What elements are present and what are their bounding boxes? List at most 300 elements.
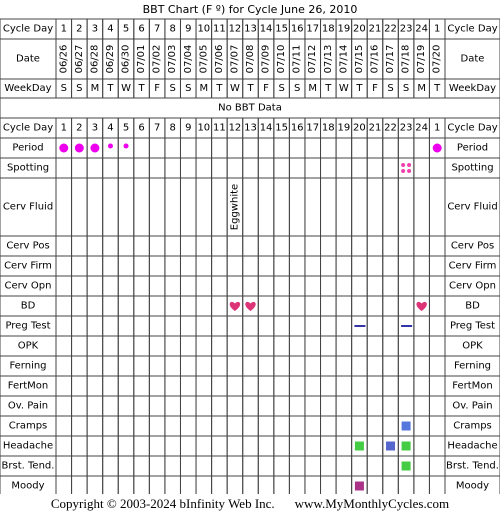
cycle-day-row-value: 24 bbox=[415, 23, 429, 35]
headache-cell bbox=[180, 436, 196, 456]
ov-pain-cell bbox=[429, 396, 445, 416]
period-cell bbox=[336, 138, 352, 158]
cycle-day-row-value: 1 bbox=[434, 23, 441, 35]
bd-cell bbox=[367, 296, 383, 316]
preg-test-cell bbox=[212, 316, 228, 336]
cerv-pos-cell bbox=[414, 236, 430, 256]
period-cell bbox=[398, 138, 414, 158]
bd-cell bbox=[149, 296, 165, 316]
opk-cell bbox=[103, 336, 119, 356]
bd-cell bbox=[321, 296, 337, 316]
brst-tend-cell bbox=[56, 456, 72, 476]
date-row-value: 07/13 bbox=[322, 44, 334, 74]
ov-pain-cell bbox=[367, 396, 383, 416]
fertmon-cell bbox=[383, 376, 399, 396]
cerv-fluid-cell bbox=[87, 178, 103, 236]
ferning-cell bbox=[289, 356, 305, 376]
opk-cell bbox=[196, 336, 212, 356]
ferning-cell bbox=[414, 356, 430, 376]
ferning-cell bbox=[103, 356, 119, 376]
bd-cell bbox=[118, 296, 134, 316]
ov-pain-cell bbox=[165, 396, 181, 416]
fertmon-cell bbox=[289, 376, 305, 396]
spotting-cell bbox=[149, 158, 165, 178]
cramps-cell bbox=[180, 416, 196, 436]
cerv-opn-cell bbox=[103, 276, 119, 296]
cerv-pos-cell bbox=[336, 236, 352, 256]
weekday-row-value: T bbox=[325, 83, 332, 94]
bd-heart bbox=[245, 302, 255, 311]
date-row-value: 07/19 bbox=[416, 44, 428, 74]
date-row-value: 07/03 bbox=[167, 44, 179, 74]
brst-tend-cell bbox=[258, 456, 274, 476]
moody-cell bbox=[336, 476, 352, 494]
fertmon-cell bbox=[87, 376, 103, 396]
headache-square bbox=[355, 442, 364, 451]
period-dot-large bbox=[59, 144, 68, 153]
ferning-cell bbox=[274, 356, 290, 376]
ferning-cell bbox=[305, 356, 321, 376]
cycle-day-row-2-value: 2 bbox=[76, 122, 83, 134]
period-cell bbox=[352, 138, 368, 158]
cycle-day-row-2-value: 16 bbox=[290, 122, 304, 134]
cerv-fluid-cell bbox=[118, 178, 134, 236]
opk-cell bbox=[118, 336, 134, 356]
opk-cell bbox=[149, 336, 165, 356]
preg-test-cell bbox=[227, 316, 243, 336]
cerv-fluid-cell bbox=[103, 178, 119, 236]
weekday-row-value: T bbox=[356, 83, 363, 94]
ferning-cell bbox=[165, 356, 181, 376]
headache-cell bbox=[289, 436, 305, 456]
cerv-firm-cell bbox=[243, 256, 259, 276]
preg-test-cell bbox=[149, 316, 165, 336]
cerv-fluid-cell bbox=[398, 178, 414, 236]
period-cell bbox=[383, 138, 399, 158]
period-cell bbox=[180, 138, 196, 158]
ov-pain-cell bbox=[196, 396, 212, 416]
date-row-value: 07/01 bbox=[136, 44, 148, 74]
cerv-opn-cell bbox=[383, 276, 399, 296]
cramps-cell bbox=[305, 416, 321, 436]
cerv-pos-cell bbox=[429, 236, 445, 256]
cerv-firm-cell bbox=[336, 256, 352, 276]
cramps-cell bbox=[72, 416, 88, 436]
cerv-firm-cell bbox=[56, 256, 72, 276]
cerv-firm-cell bbox=[118, 256, 134, 276]
cerv-firm-cell bbox=[149, 256, 165, 276]
brst-tend-cell bbox=[274, 456, 290, 476]
cerv-firm-cell bbox=[212, 256, 228, 276]
preg-test-cell bbox=[87, 316, 103, 336]
cycle-day-row-2-value: 1 bbox=[434, 122, 441, 134]
opk-cell bbox=[414, 336, 430, 356]
ferning-row-label-right: Ferning bbox=[453, 360, 492, 372]
cerv-fluid-cell bbox=[321, 178, 337, 236]
cramps-cell bbox=[414, 416, 430, 436]
cerv-fluid-cell bbox=[165, 178, 181, 236]
ferning-cell bbox=[180, 356, 196, 376]
headache-cell bbox=[227, 436, 243, 456]
cycle-day-row-value: 22 bbox=[384, 23, 397, 35]
cycle-day-row-value: 11 bbox=[213, 23, 226, 35]
cerv-firm-cell bbox=[196, 256, 212, 276]
date-row-value: 07/06 bbox=[213, 44, 225, 74]
cycle-day-row-value: 5 bbox=[122, 23, 130, 35]
moody-cell bbox=[429, 476, 445, 494]
brst-tend-cell bbox=[367, 456, 383, 476]
ov-pain-cell bbox=[289, 396, 305, 416]
cerv-firm-cell bbox=[383, 256, 399, 276]
cycle-day-row-value: 7 bbox=[153, 23, 161, 35]
weekday-row-value: W bbox=[338, 83, 349, 94]
brst-tend-cell bbox=[321, 456, 337, 476]
cerv-fluid-cell bbox=[274, 178, 290, 236]
date-row-value: 07/14 bbox=[338, 44, 350, 74]
cramps-square bbox=[402, 422, 411, 431]
spotting-cell bbox=[367, 158, 383, 178]
preg-test-cell bbox=[103, 316, 119, 336]
cerv-fluid-eggwhite-text: Eggwhite bbox=[229, 183, 241, 231]
cerv-opn-cell bbox=[72, 276, 88, 296]
brst-tend-cell bbox=[165, 456, 181, 476]
preg-test-cell bbox=[243, 316, 259, 336]
cerv-pos-row-label-right: Cerv Pos bbox=[450, 240, 495, 252]
moody-cell bbox=[196, 476, 212, 494]
cerv-pos-cell bbox=[352, 236, 368, 256]
date-row-value: 07/09 bbox=[260, 44, 272, 74]
cycle-day-row-value: 14 bbox=[259, 23, 273, 35]
cerv-fluid-row-label: Cerv Fluid bbox=[2, 201, 54, 213]
moody-cell bbox=[103, 476, 119, 494]
brst-tend-cell bbox=[305, 456, 321, 476]
bd-cell bbox=[87, 296, 103, 316]
cerv-fluid-cell bbox=[383, 178, 399, 236]
ferning-cell bbox=[336, 356, 352, 376]
cerv-pos-cell bbox=[149, 236, 165, 256]
cerv-pos-cell bbox=[72, 236, 88, 256]
fertmon-cell bbox=[196, 376, 212, 396]
moody-cell bbox=[367, 476, 383, 494]
spotting-cell bbox=[305, 158, 321, 178]
cerv-firm-cell bbox=[72, 256, 88, 276]
ov-pain-cell bbox=[149, 396, 165, 416]
cerv-firm-cell bbox=[398, 256, 414, 276]
preg-test-row-label: Preg Test bbox=[5, 320, 51, 332]
cramps-cell bbox=[367, 416, 383, 436]
cycle-day-row-value: 21 bbox=[368, 23, 382, 35]
cramps-row-label-right: Cramps bbox=[453, 420, 492, 432]
ov-pain-cell bbox=[212, 396, 228, 416]
cerv-pos-cell bbox=[243, 236, 259, 256]
cycle-day-row-2-value: 10 bbox=[197, 122, 211, 134]
cycle-day-row-value: 4 bbox=[107, 23, 114, 35]
weekday-row-value: T bbox=[247, 83, 254, 94]
ferning-cell bbox=[118, 356, 134, 376]
ferning-cell bbox=[383, 356, 399, 376]
cerv-opn-cell bbox=[212, 276, 228, 296]
brst-tend-cell bbox=[180, 456, 196, 476]
headache-cell bbox=[87, 436, 103, 456]
cerv-fluid-row-label-right: Cerv Fluid bbox=[447, 201, 498, 213]
brst-tend-cell bbox=[414, 456, 430, 476]
cerv-pos-cell bbox=[398, 236, 414, 256]
date-row-value: 07/17 bbox=[385, 44, 397, 74]
weekday-row-value: W bbox=[229, 83, 240, 94]
moody-row-label-right: Moody bbox=[455, 480, 490, 492]
preg-test-cell bbox=[383, 316, 399, 336]
brst-tend-cell bbox=[72, 456, 88, 476]
cerv-fluid-cell bbox=[134, 178, 150, 236]
cerv-opn-cell bbox=[243, 276, 259, 296]
cycle-day-row-2-value: 21 bbox=[368, 122, 382, 134]
date-row-value: 06/29 bbox=[104, 44, 116, 74]
cycle-day-row-value: 13 bbox=[244, 23, 257, 35]
weekday-row-label: WeekDay bbox=[4, 83, 52, 94]
period-dot-small bbox=[108, 144, 113, 149]
cerv-firm-cell bbox=[429, 256, 445, 276]
ferning-cell bbox=[72, 356, 88, 376]
date-row-value: 07/08 bbox=[245, 44, 256, 74]
date-row-value: 07/16 bbox=[369, 44, 381, 74]
cerv-firm-cell bbox=[414, 256, 430, 276]
cerv-firm-cell bbox=[352, 256, 368, 276]
brst-tend-cell bbox=[103, 456, 119, 476]
ov-pain-cell bbox=[414, 396, 430, 416]
period-cell bbox=[227, 138, 243, 158]
cramps-cell bbox=[243, 416, 259, 436]
fertmon-cell bbox=[103, 376, 119, 396]
spotting-spot bbox=[407, 169, 411, 173]
moody-cell bbox=[118, 476, 134, 494]
cycle-day-row-value: 6 bbox=[138, 23, 145, 35]
headache-cell bbox=[118, 436, 134, 456]
cerv-fluid-cell bbox=[352, 178, 368, 236]
brst-tend-cell bbox=[336, 456, 352, 476]
cramps-cell bbox=[289, 416, 305, 436]
cycle-day-row-2-value: 11 bbox=[213, 122, 226, 134]
headache-cell bbox=[196, 436, 212, 456]
brst-tend-cell bbox=[243, 456, 259, 476]
bd-cell bbox=[212, 296, 228, 316]
spotting-cell bbox=[72, 158, 88, 178]
opk-cell bbox=[336, 336, 352, 356]
brst-tend-cell bbox=[134, 456, 150, 476]
cramps-cell bbox=[429, 416, 445, 436]
fertmon-cell bbox=[56, 376, 72, 396]
weekday-row-value: F bbox=[263, 83, 269, 94]
cycle-day-row-2-value: 5 bbox=[122, 122, 130, 134]
opk-cell bbox=[258, 336, 274, 356]
moody-square bbox=[355, 482, 364, 491]
preg-test-cell bbox=[367, 316, 383, 336]
cramps-cell bbox=[274, 416, 290, 436]
ferning-cell bbox=[212, 356, 228, 376]
period-cell bbox=[289, 138, 305, 158]
weekday-row-value: W bbox=[121, 83, 131, 94]
cerv-fluid-cell bbox=[429, 178, 445, 236]
cycle-day-row-2-value: 8 bbox=[169, 122, 176, 134]
cycle-day-row-value: 1 bbox=[60, 23, 67, 35]
cerv-firm-cell bbox=[180, 256, 196, 276]
cycle-day-row-2-value: 22 bbox=[384, 122, 397, 134]
weekday-row-value: S bbox=[76, 83, 83, 94]
spotting-cell bbox=[118, 158, 134, 178]
headache-cell bbox=[274, 436, 290, 456]
brst-tend-cell bbox=[383, 456, 399, 476]
cerv-opn-cell bbox=[134, 276, 150, 296]
ferning-cell bbox=[227, 356, 243, 376]
period-row-label-right: Period bbox=[456, 142, 489, 154]
date-row-label: Date bbox=[16, 53, 40, 65]
cycle-day-row-2-value: 20 bbox=[353, 122, 366, 134]
moody-cell bbox=[258, 476, 274, 494]
spotting-cell bbox=[289, 158, 305, 178]
cerv-opn-row-label: Cerv Opn bbox=[4, 280, 52, 292]
bd-cell bbox=[429, 296, 445, 316]
cerv-pos-cell bbox=[103, 236, 119, 256]
cerv-opn-cell bbox=[180, 276, 196, 296]
cerv-firm-cell bbox=[227, 256, 243, 276]
headache-cell bbox=[165, 436, 181, 456]
fertmon-cell bbox=[352, 376, 368, 396]
cerv-fluid-cell bbox=[56, 178, 72, 236]
cycle-day-row-value: 17 bbox=[306, 23, 320, 35]
ferning-cell bbox=[429, 356, 445, 376]
cycle-day-row-2-value: 24 bbox=[415, 122, 429, 134]
period-cell bbox=[414, 138, 430, 158]
opk-cell bbox=[305, 336, 321, 356]
spotting-spot bbox=[407, 163, 411, 167]
cerv-pos-cell bbox=[227, 236, 243, 256]
period-cell bbox=[258, 138, 274, 158]
ov-pain-cell bbox=[87, 396, 103, 416]
weekday-row-value: S bbox=[185, 83, 192, 94]
headache-cell bbox=[56, 436, 72, 456]
moody-cell bbox=[72, 476, 88, 494]
cerv-firm-cell bbox=[367, 256, 383, 276]
opk-cell bbox=[383, 336, 399, 356]
cycle-day-row-2-value: 12 bbox=[228, 122, 242, 134]
moody-cell bbox=[212, 476, 228, 494]
period-cell bbox=[196, 138, 212, 158]
cerv-firm-cell bbox=[274, 256, 290, 276]
spotting-cell bbox=[56, 158, 72, 178]
fertmon-cell bbox=[274, 376, 290, 396]
date-row-value: 07/20 bbox=[431, 44, 443, 74]
cerv-opn-cell bbox=[274, 276, 290, 296]
date-row-value: 07/07 bbox=[229, 44, 241, 74]
cerv-opn-cell bbox=[56, 276, 72, 296]
period-dot-large bbox=[75, 144, 84, 153]
ferning-cell bbox=[243, 356, 259, 376]
fertmon-cell bbox=[321, 376, 337, 396]
cramps-cell bbox=[87, 416, 103, 436]
period-cell bbox=[165, 138, 181, 158]
brst-tend-cell bbox=[352, 456, 368, 476]
spotting-cell bbox=[336, 158, 352, 178]
ov-pain-cell bbox=[180, 396, 196, 416]
spotting-cell bbox=[103, 158, 119, 178]
cerv-opn-cell bbox=[149, 276, 165, 296]
cycle-day-row-2-value: 1 bbox=[60, 122, 67, 134]
ferning-cell bbox=[321, 356, 337, 376]
fertmon-cell bbox=[180, 376, 196, 396]
date-row-value: 07/18 bbox=[400, 44, 412, 74]
headache-cell bbox=[149, 436, 165, 456]
preg-test-cell bbox=[196, 316, 212, 336]
preg-test-dash bbox=[354, 325, 365, 327]
bd-cell bbox=[398, 296, 414, 316]
bd-row-label: BD bbox=[20, 300, 36, 312]
cycle-day-row-label: Cycle Day bbox=[2, 23, 54, 35]
ferning-cell bbox=[258, 356, 274, 376]
preg-test-cell bbox=[180, 316, 196, 336]
bd-cell bbox=[305, 296, 321, 316]
weekday-row-value: M bbox=[90, 83, 100, 94]
bd-cell bbox=[180, 296, 196, 316]
spotting-spot bbox=[401, 163, 405, 167]
cerv-pos-cell bbox=[165, 236, 181, 256]
fertmon-cell bbox=[367, 376, 383, 396]
weekday-row-value: F bbox=[372, 83, 378, 94]
cerv-fluid-cell bbox=[196, 178, 212, 236]
opk-cell bbox=[429, 336, 445, 356]
cerv-opn-cell bbox=[118, 276, 134, 296]
moody-cell bbox=[134, 476, 150, 494]
opk-cell bbox=[87, 336, 103, 356]
moody-cell bbox=[398, 476, 414, 494]
spotting-cell bbox=[274, 158, 290, 178]
ferning-cell bbox=[56, 356, 72, 376]
bd-cell bbox=[274, 296, 290, 316]
cramps-cell bbox=[227, 416, 243, 436]
preg-test-cell bbox=[336, 316, 352, 336]
cramps-cell bbox=[118, 416, 134, 436]
period-cell bbox=[367, 138, 383, 158]
cycle-day-row-value: 3 bbox=[91, 23, 99, 35]
cycle-day-row-value: 9 bbox=[185, 23, 192, 35]
cerv-pos-cell bbox=[305, 236, 321, 256]
cerv-fluid-cell bbox=[414, 178, 430, 236]
cramps-cell bbox=[336, 416, 352, 436]
opk-cell bbox=[352, 336, 368, 356]
fertmon-cell bbox=[336, 376, 352, 396]
cerv-pos-cell bbox=[56, 236, 72, 256]
fertmon-cell bbox=[72, 376, 88, 396]
period-cell bbox=[212, 138, 228, 158]
weekday-row-label-right: WeekDay bbox=[448, 83, 497, 94]
headache-cell bbox=[367, 436, 383, 456]
cerv-opn-cell bbox=[414, 276, 430, 296]
cerv-firm-cell bbox=[258, 256, 274, 276]
ov-pain-cell bbox=[227, 396, 243, 416]
cerv-firm-cell bbox=[305, 256, 321, 276]
period-cell bbox=[274, 138, 290, 158]
opk-cell bbox=[212, 336, 228, 356]
date-row-value: 07/02 bbox=[151, 44, 163, 74]
fertmon-cell bbox=[118, 376, 134, 396]
weekday-row-value: T bbox=[138, 83, 145, 94]
period-cell bbox=[149, 138, 165, 158]
bd-cell bbox=[103, 296, 119, 316]
moody-cell bbox=[305, 476, 321, 494]
moody-cell bbox=[87, 476, 103, 494]
opk-cell bbox=[321, 336, 337, 356]
cramps-cell bbox=[196, 416, 212, 436]
weekday-row-value: S bbox=[278, 83, 285, 94]
opk-cell bbox=[289, 336, 305, 356]
